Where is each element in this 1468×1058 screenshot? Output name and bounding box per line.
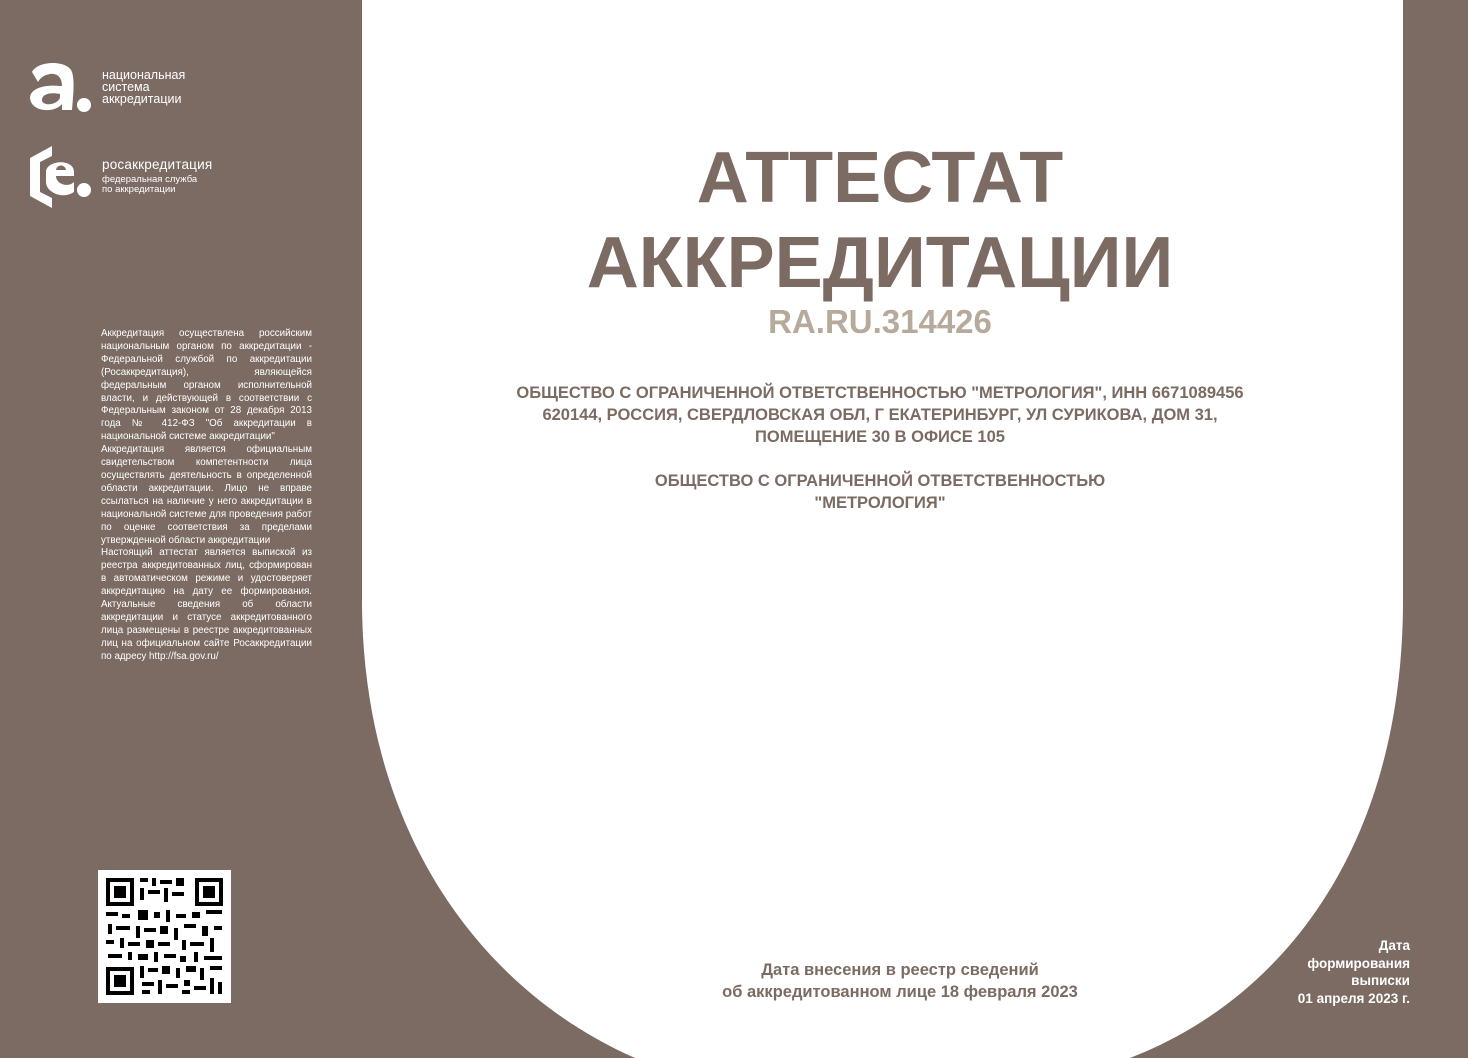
nsa-logo-text: национальная система аккредитации [102,68,186,106]
rosaccreditation-logo-icon [28,144,92,210]
accreditation-number: RA.RU.314426 [768,303,992,340]
organization-address-line1: 620144, РОССИЯ, СВЕРДЛОВСКАЯ ОБЛ, Г ЕКАТЕРИНБУРГ, УЛ СУРИКОВА, ДОМ 31, [542,406,1218,424]
nsa-logo-icon [28,58,92,116]
document-title-line2: АККРЕДИТАЦИИ [586,223,1174,303]
registry-entry-date: Дата внесения в реестр сведений об аккредитованном лице 18 февраля 2023 [722,961,1078,1001]
nsa-logo [28,58,185,116]
legal-notice-text: Аккредитация осуществлена российским национальным органом по аккредитации - Федеральной службой по аккредитации (Росаккредитация), являющейся федеральным органом исполнительной власти, и действующей в соответствии с Федеральным законом от 28 декабря 2013 года № 412-ФЗ "Об аккредитации в национальной системе аккредитации" Аккредитация является официальным свидетельством компетентности лица осуществлять деятельность в определенной области аккредитации. Лицо не вправе ссылаться на наличие у него аккредитации в национальной системе для проведения работ по оценке соответствия за пределами утвержденной области аккредитации Настоящий аттестат является выпиской из реестра аккредитованных лиц, сформирован в автоматическом режиме и удостоверяет аккредитацию на дату ее формирования. Актуальные сведения об области аккредитации и статусе аккредитованного лица размещены в реестре аккредитованных лиц на официальном сайте Росаккредитации по адресу http://fsa.gov.ru/ [101,328,312,662]
rosaccreditation-logo [28,144,212,210]
organization-short-name: ОБЩЕСТВО С ОГРАНИЧЕННОЙ ОТВЕТСТВЕННОСТЬЮ "МЕТРОЛОГИЯ" [654,472,1106,512]
document-title-line1: АТТЕСТАТ [696,138,1064,218]
organization-address-line2: ПОМЕЩЕНИЕ 30 В ОФИСЕ 105 [755,428,1005,446]
organization-details [380,382,1380,448]
rosaccreditation-logo-text: росаккредитация федеральная служба по аккредитации [102,157,213,195]
extract-formation-date: Дата формирования выписки 01 апреля 2023 г. [1297,938,1410,1006]
qr-code-icon [98,870,231,1003]
organization-name-inn: ОБЩЕСТВО С ОГРАНИЧЕННОЙ ОТВЕТСТВЕННОСТЬЮ "МЕТРОЛОГИЯ", ИНН 6671089456 [516,384,1244,402]
qr-code [98,870,231,1003]
